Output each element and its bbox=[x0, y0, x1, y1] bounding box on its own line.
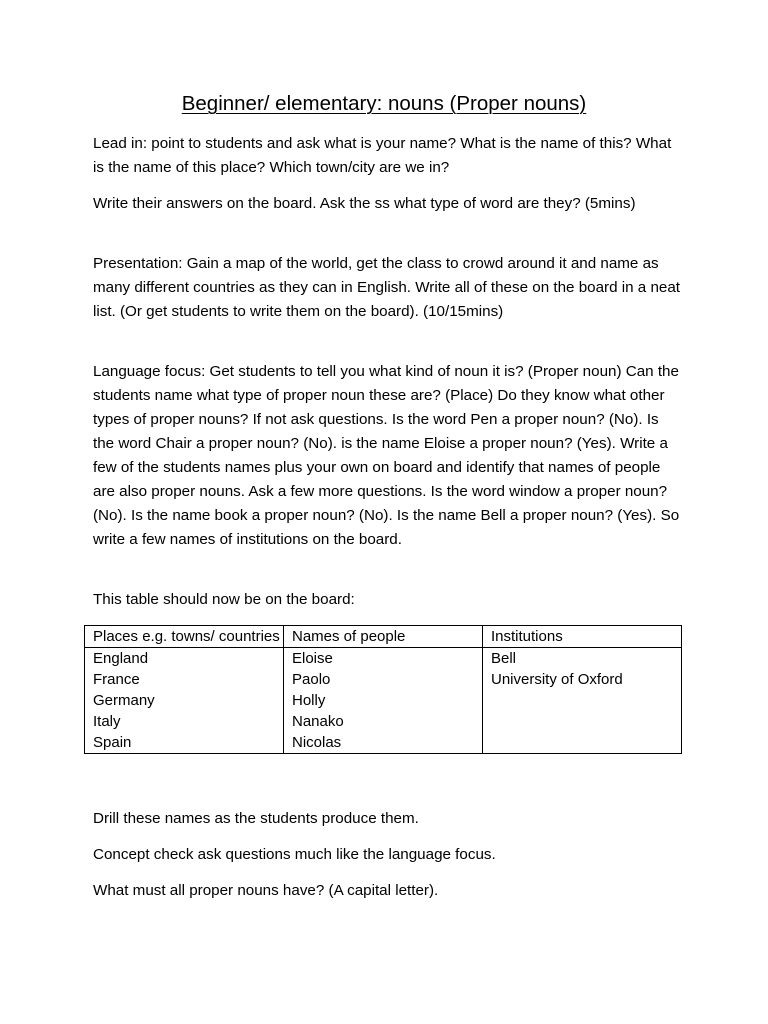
person-item: Paolo bbox=[292, 671, 331, 688]
language-focus-paragraph: Language focus: Get students to tell you what kind of noun it is? (Proper noun) Can the students name what type of proper noun these are? (Place) Do they know what other types of proper nouns? If not ask questions. Is the word Pen a proper noun? (No). Is the word Chair a proper noun? (No). is the name Eloise a proper noun? (Yes). Write a few of the students names plus your own on board and identify that names of people are also proper nouns. Ask a few more questions. Is the word window a proper noun? (No). Is the name book a proper noun? (No). Is the name Bell a proper noun? (Yes). So write a few names of institutions on the board. bbox=[93, 363, 680, 548]
write-answers-paragraph: Write their answers on the board. Ask the ss what type of word are they? (5mins) bbox=[93, 195, 636, 212]
presentation-paragraph: Presentation: Gain a map of the world, get the class to crowd around it and name as many different countries as they can in English. Write all of these on the board in a neat list. (Or get students to write them on the board). (10/15mins) bbox=[93, 255, 681, 320]
institution-item: University of Oxford bbox=[491, 671, 623, 688]
table-row bbox=[85, 648, 682, 754]
closing-question-paragraph: What must all proper nouns have? (A capital letter). bbox=[93, 882, 439, 899]
page-title: Beginner/ elementary: nouns (Proper nouns) bbox=[181, 92, 587, 115]
person-item: Holly bbox=[292, 692, 326, 709]
table-intro-paragraph: This table should now be on the board: bbox=[93, 591, 355, 608]
header-institutions: Institutions bbox=[483, 626, 682, 648]
places-cell bbox=[85, 648, 284, 754]
drill-paragraph: Drill these names as the students produce them. bbox=[93, 810, 419, 827]
header-places: Places e.g. towns/ countries bbox=[85, 626, 284, 648]
proper-nouns-table bbox=[84, 625, 682, 754]
person-item: Nicolas bbox=[292, 734, 342, 751]
place-item: Germany bbox=[93, 692, 155, 709]
concept-check-paragraph: Concept check ask questions much like the language focus. bbox=[93, 846, 496, 863]
institutions-cell bbox=[483, 648, 682, 754]
people-cell bbox=[284, 648, 483, 754]
table-header-row bbox=[85, 626, 682, 648]
person-item: Nanako bbox=[292, 713, 344, 730]
place-item: Spain bbox=[93, 734, 132, 751]
institution-item: Bell bbox=[491, 650, 517, 667]
place-item: France bbox=[93, 671, 140, 688]
lead-in-paragraph: Lead in: point to students and ask what is your name? What is the name of this? What is the name of this place? Which town/city are we in? bbox=[93, 135, 672, 176]
place-item: Italy bbox=[93, 713, 121, 730]
header-people: Names of people bbox=[284, 626, 483, 648]
place-item: England bbox=[93, 650, 149, 667]
person-item: Eloise bbox=[292, 650, 333, 667]
